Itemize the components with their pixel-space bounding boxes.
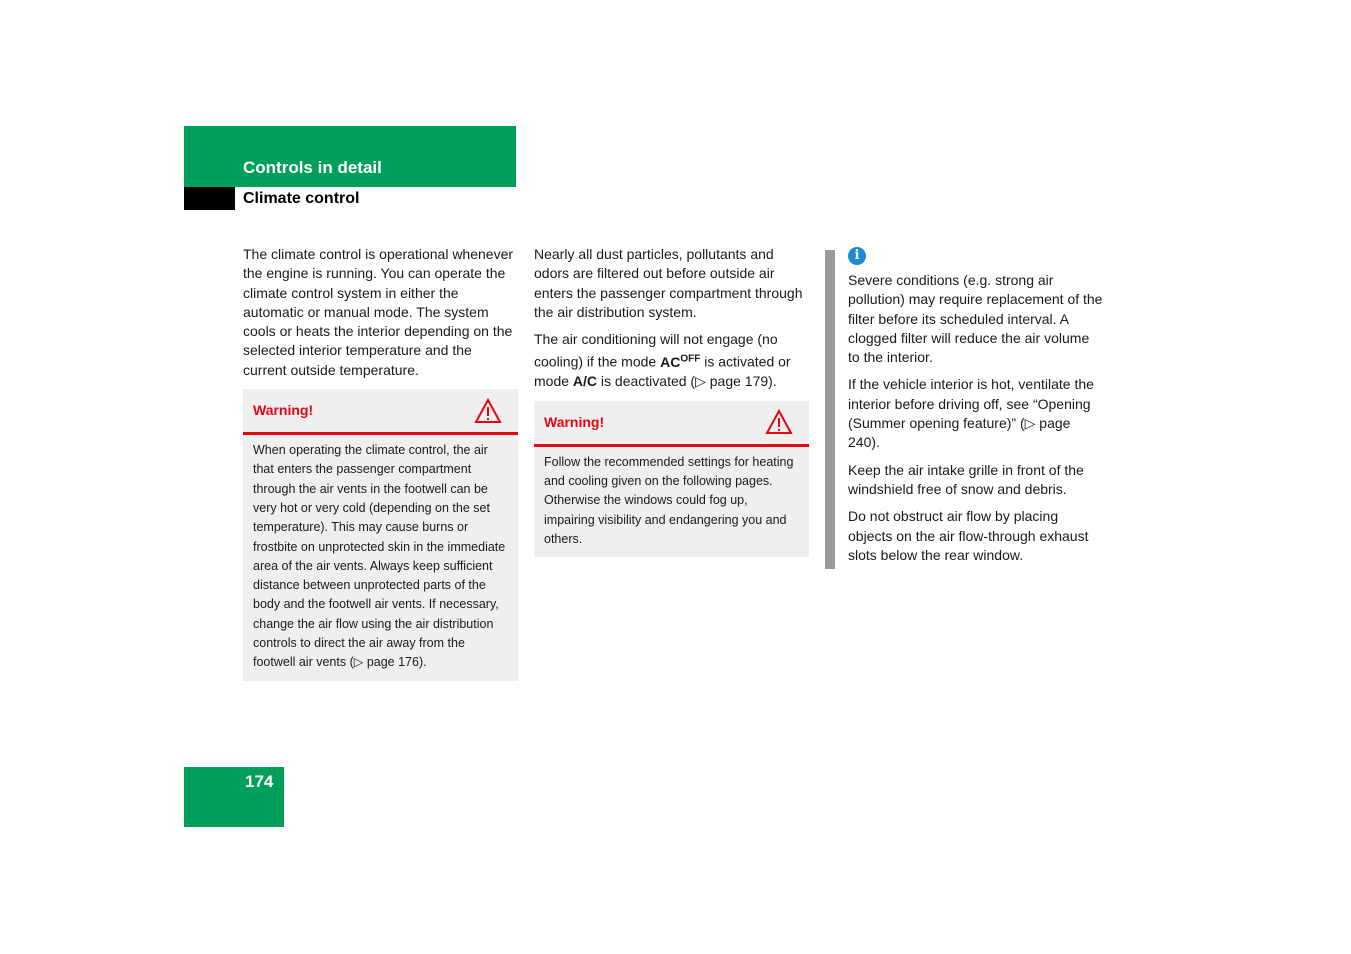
info-paragraph-airflow: Do not obstruct air flow by placing objects on the air flow-through exhaust slots below the rear window. — [848, 508, 1089, 563]
warning-text: Follow the recommended settings for heating and cooling given on the following pages. Otherwise the windows could fog up, impairing visibility and endangering you and others. — [544, 454, 794, 546]
warning-label: Warning! — [253, 401, 314, 418]
subsection-marker — [184, 187, 235, 210]
info-icon: i — [848, 247, 866, 265]
filter-paragraph: Nearly all dust particles, pollutants and odors are filtered out before outside air enters the passenger compartment through the air distribution system. — [534, 246, 803, 320]
ac-text-c: is deactivated (▷ page 179). — [597, 373, 777, 390]
warning-text: When operating the climate control, the air that enters the passenger compartment through the air vents in the footwell can be very hot or very cold (depending on the set temperature). This may cause burns or frostbite on unprotected skin in the immediate area of the air vents. Always keep sufficient distance between unprotected parts of the body and the footwell air vents. If necessary, change the air flow using the air distribution controls to direct the air away from the footwell air vents (▷ page 176). — [253, 443, 506, 670]
mode-ac-label: AC — [660, 354, 681, 371]
warning-header — [243, 389, 518, 435]
warning-triangle-icon — [474, 398, 502, 424]
section-title: Controls in detail — [243, 158, 382, 177]
warning-header — [534, 401, 809, 447]
ac-text-b: is activated or mode — [534, 354, 791, 390]
warning-box-fog — [534, 401, 809, 557]
column-left — [243, 245, 518, 681]
intro-paragraph: The climate control is operational whenever the engine is running. You can operate the climate control system in either the automatic or manual mode. The system cools or heats the interior depending on the selected interior temperature and the current outside temperature. — [243, 246, 514, 378]
info-paragraph-filter: Severe conditions (e.g. strong air pollution) may require replacement of the filter before its scheduled interval. A clogged filter will reduce the air volume to the interior. — [848, 272, 1103, 366]
ac-paragraph — [534, 330, 809, 392]
column-info — [848, 247, 1103, 573]
mode-a-c-label: A/C — [572, 373, 598, 390]
mode-off-label: OFF — [680, 353, 701, 365]
warning-label: Warning! — [544, 413, 605, 430]
warning-triangle-icon — [765, 409, 793, 435]
subsection-title: Climate control — [243, 190, 360, 207]
info-paragraph-grille: Keep the air intake grille in front of the windshield free of snow and debris. — [848, 461, 1084, 497]
ac-text-a: The air conditioning will not engage (no cooling) if the mode — [534, 331, 778, 371]
info-paragraph-ventilate: If the vehicle interior is hot, ventilate the interior before driving off, see “Opening (Summer opening feature)” (▷ page 240). — [848, 376, 1094, 451]
warning-box-footwell — [243, 389, 518, 681]
column-middle — [534, 245, 809, 557]
info-sidebar — [825, 250, 835, 569]
mode-ac-off — [660, 354, 700, 370]
page-number: 174 — [245, 772, 274, 791]
